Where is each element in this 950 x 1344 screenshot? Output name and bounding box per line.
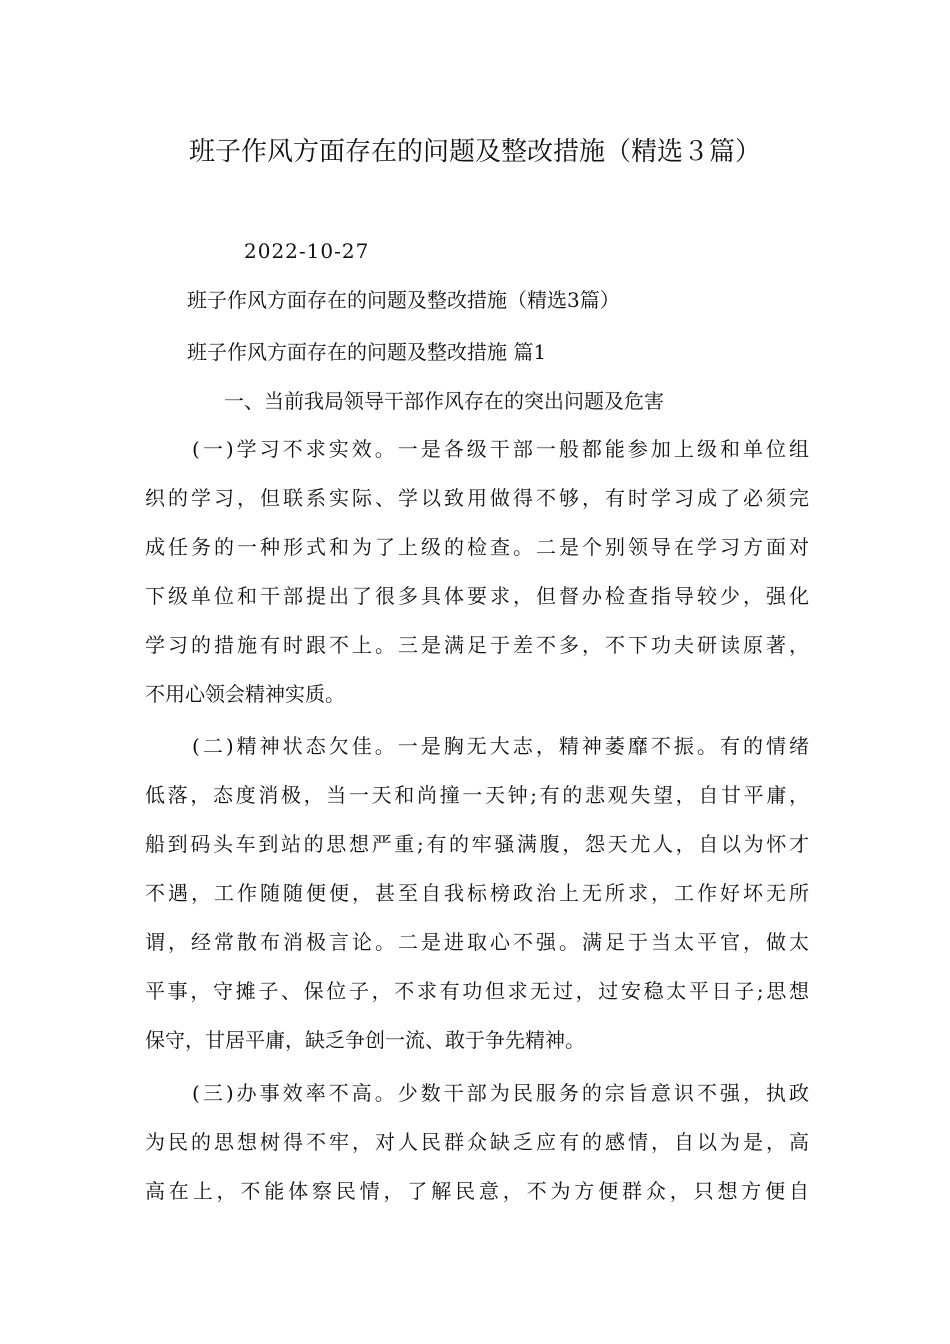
paragraph-line: 为民的思想树得不牢，对人民群众缺乏应有的感情，自以为是，高 — [145, 1130, 809, 1154]
paragraph-line: 下级单位和干部提出了很多具体要求，但督办检查指导较少，强化 — [145, 584, 809, 608]
paragraph-line: (二)精神状态欠佳。一是胸无大志，精神萎靡不振。有的情绪 — [192, 734, 809, 758]
paragraph-3 — [145, 1078, 809, 1225]
paragraph-line: 低落，态度消极，当一天和尚撞一天钟;有的悲观失望，自甘平庸， — [145, 783, 809, 807]
paragraph-line: 船到码头车到站的思想严重;有的牢骚满腹，怨天尤人，自以为怀才 — [145, 832, 809, 856]
document-title: 班子作风方面存在的问题及整改措施（精选３篇） — [188, 137, 761, 167]
paragraph-line: 高在上，不能体察民情，了解民意，不为方便群众，只想方便自 — [145, 1179, 809, 1203]
article-heading: 班子作风方面存在的问题及整改措施 篇1 — [187, 340, 547, 364]
paragraph-line: 平事，守摊子、保位子，不求有功但求无过，过安稳太平日子;思想 — [145, 979, 809, 1003]
paragraph-line: (一)学习不求实效。一是各级干部一般都能参加上级和单位组 — [192, 437, 809, 461]
paragraph-line: 谓，经常散布消极言论。二是进取心不强。满足于当太平官，做太 — [145, 930, 809, 954]
paragraph-line: (三)办事效率不高。少数干部为民服务的宗旨意识不强，执政 — [192, 1081, 809, 1105]
paragraph-line: 保守，甘居平庸，缺乏争创一流、敢于争先精神。 — [145, 1028, 585, 1052]
section-heading: 一、当前我局领导干部作风存在的突出问题及危害 — [224, 389, 664, 413]
paragraph-line: 不遇，工作随随便便，甚至自我标榜政治上无所求，工作好坏无所 — [145, 881, 809, 905]
paragraph-1 — [145, 434, 809, 728]
paragraph-line: 学习的措施有时跟不上。三是满足于差不多，不下功夫研读原著， — [145, 633, 809, 657]
paragraph-2 — [145, 731, 809, 1074]
paragraph-line: 不用心领会精神实质。 — [145, 682, 345, 706]
document-subtitle: 班子作风方面存在的问题及整改措施（精选3篇） — [187, 288, 620, 312]
paragraph-line: 织的学习，但联系实际、学以致用做得不够，有时学习成了必须完 — [145, 486, 809, 510]
document-date: 2022-10-27 — [244, 239, 370, 263]
paragraph-line: 成任务的一种形式和为了上级的检查。二是个别领导在学习方面对 — [145, 535, 809, 559]
